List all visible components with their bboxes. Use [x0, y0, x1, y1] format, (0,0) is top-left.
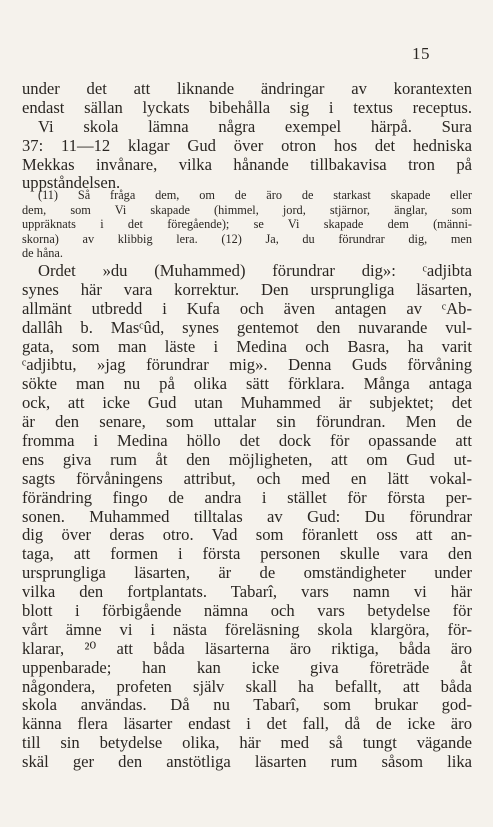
text-line: ursprungliga läsarten, är de omständigheter under: [22, 563, 472, 583]
text-line: ᶜadjibtu, »jag förundrar mig». Denna Guds förvåning: [22, 355, 472, 375]
paragraph-1: [22, 80, 472, 193]
text-line: taga, att formen i första personen skulle vara den: [22, 544, 472, 564]
text-line: skola användas. Då nu Tabarî, som brukar god-: [22, 695, 472, 715]
text-line: vilka den fortplantats. Tabarî, vars namn vi här: [22, 582, 472, 602]
text-line: gata, som man läste i Medina och Basra, ha varit: [22, 336, 472, 356]
text-line: ock, att icke Gud utan Muhammed är subjektet; det: [22, 393, 472, 413]
text-line: är den senare, som uttalar sin förundran. Men de: [22, 412, 472, 432]
text-line: Ordet »du (Muhammed) förundrar dig»: ᶜadjibta: [38, 261, 472, 280]
text-line: uppståndelsen.: [22, 173, 121, 193]
text-line: synes här vara korrektur. Den ursprungliga läsarten,: [22, 279, 472, 299]
text-line: uppenbarade; han kan icke giva företräde åt: [22, 657, 472, 677]
footnote-line: uppräknats i det föregående); se Vi skapade dem (männi-: [22, 217, 472, 232]
page-number: 15: [412, 44, 430, 63]
quotation-footnote: [22, 188, 472, 261]
text-line: allmänt utbredd i Kufa och även antagen av ᶜAb-: [22, 298, 472, 318]
text-line: sonen. Muhammed tilltalas av Gud: Du förundrar: [22, 506, 472, 526]
text-line: sagts förvåningens attribut, och med en lätt vokal-: [22, 468, 472, 488]
text-line: skäl ger den anstötliga läsarten rum såsom lika: [22, 752, 472, 772]
text-line: Vi skola lämna några exempel härpå. Sura: [38, 116, 472, 136]
footnote-line: de håna.: [22, 246, 63, 261]
text-line: klarar, ²⁰ att båda läsarterna äro riktiga, båda äro: [22, 638, 472, 658]
text-line: endast sällan lyckats bibehålla sig i textus receptus.: [22, 97, 472, 117]
text-line: känna flera läsarter endast i det fall, då de icke äro: [22, 714, 472, 734]
text-line: dig över deras otro. Vad som föranlett oss att an-: [22, 525, 472, 545]
text-line: Mekkas invånare, vilka hånande tillbakavisa tron på: [22, 154, 472, 174]
text-line: någondera, profeten själv skall ha befallt, att båda: [22, 676, 472, 696]
text-line: under det att liknande ändringar av korantexten: [22, 79, 472, 98]
footnote-line: skorna) av klibbig lera. (12) Ja, du förundrar dig, men: [22, 231, 472, 246]
text-line: vårt ämne vi i nästa föreläsning skola klargöra, för-: [22, 619, 472, 639]
paragraph-2: [22, 262, 472, 772]
footnote-line: (11) Så fråga dem, om de äro de starkast skapade eller: [38, 188, 472, 202]
footnote-line: dem, som Vi skapade (himmel, jord, stjärnor, änglar, som: [22, 202, 472, 217]
text-line: till sin betydelse olika, här med så tungt vägande: [22, 733, 472, 753]
text-line: blott i förbigående nämna och vars betydelse för: [22, 601, 472, 621]
text-line: ens giva rum åt den möjligheten, att om Gud ut-: [22, 449, 472, 469]
text-line: 37: 11—12 klagar Gud över otron hos det hedniska: [22, 135, 472, 155]
text-line: dallâh b. Masᶜûd, synes gentemot den nuvarande vul-: [22, 317, 472, 337]
text-line: sökte man nu på olika sätt förklara. Många antaga: [22, 374, 472, 394]
text-line: fromma i Medina höllo det dock för opassande att: [22, 431, 472, 451]
text-line: förändring fingo de andra i stället för första per-: [22, 487, 472, 507]
